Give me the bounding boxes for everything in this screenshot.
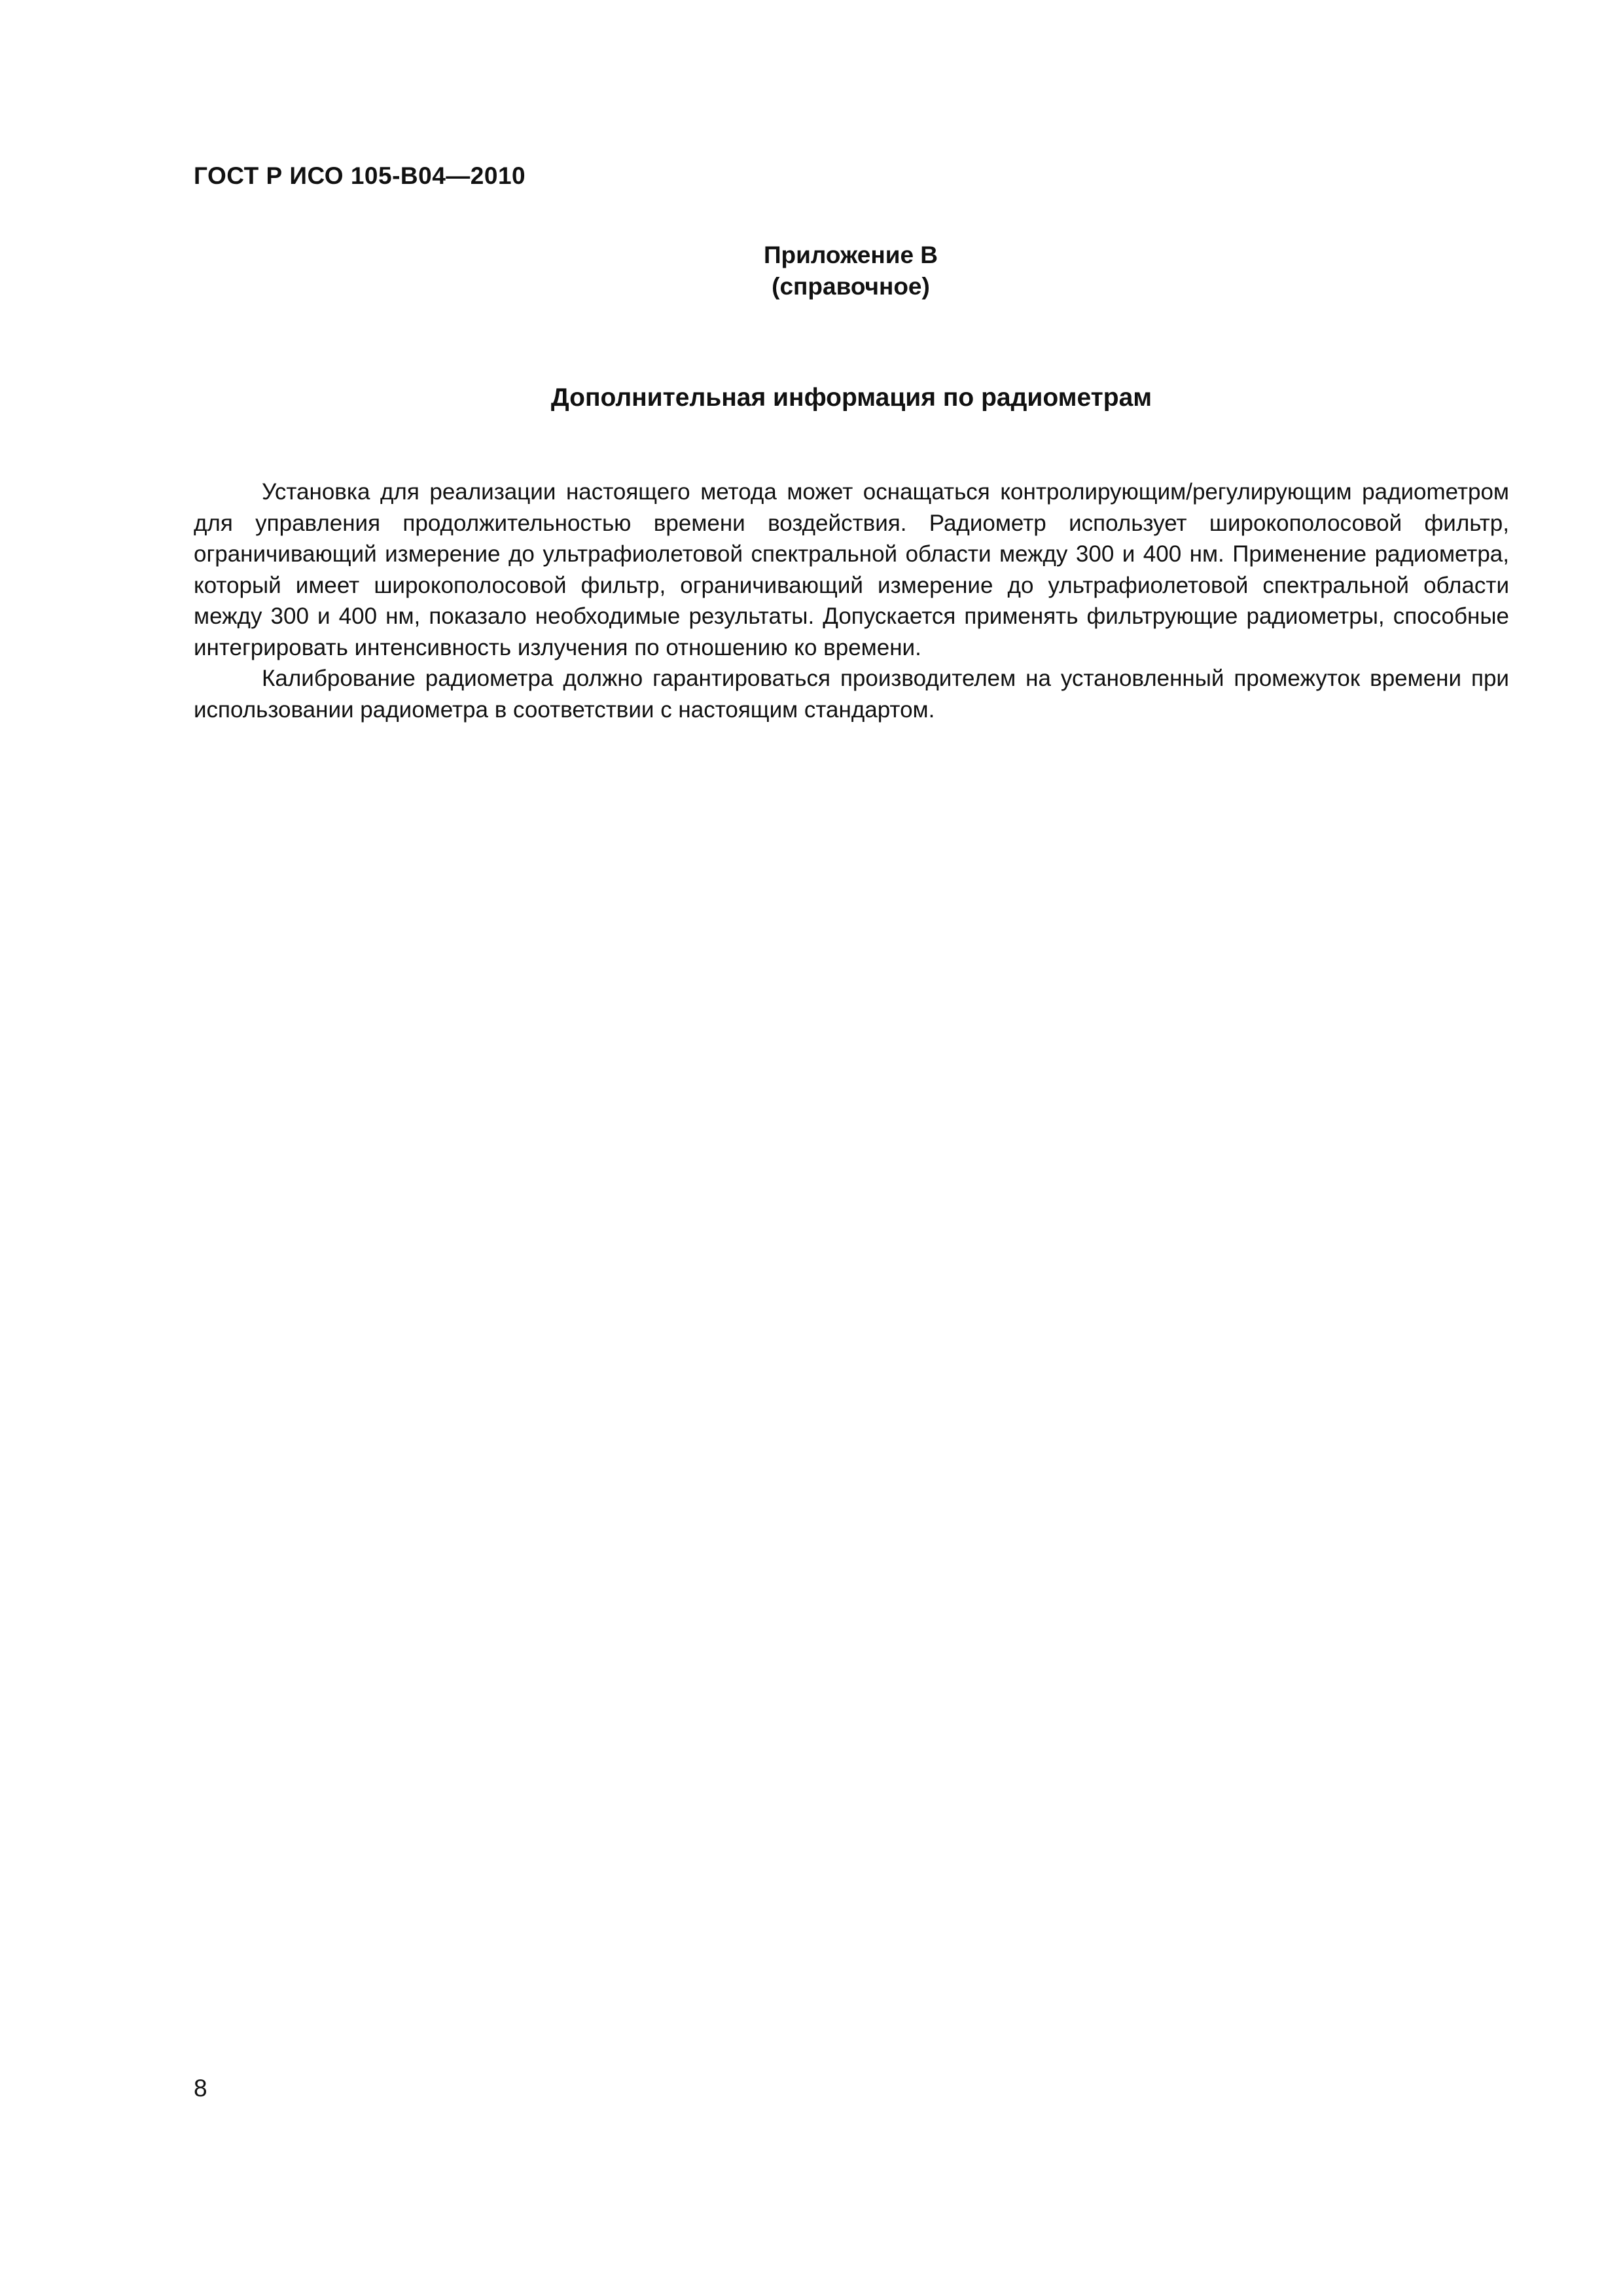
body-text [194,476,1509,725]
page-number: 8 [194,2075,207,2102]
appendix-heading [0,240,1623,302]
paragraph: Калибрование радиометра должно гарантироваться производителем на установленный промежуток времени при использовании радиометра в соответствии с настоящим стандартом. [194,666,1509,723]
appendix-type: (справочное) [772,273,930,300]
appendix-label: Приложение В [763,242,938,268]
section-title: Дополнительная информация по радиометрам [550,384,1152,412]
paragraph: Установка для реализации настоящего метода может оснащаться контролирующим/регулирующим радиоmетром для управления продолжительностью времени воздействия. Радиометр использует широкополосовой фильтр, ограничивающий измерение до ультрафиолетовой спектральной области между 300 и 400 нм. Применение радиометра, который имеет широкополосовой фильтр, ограничивающий измерение до ультрафиолетовой спектральной области между 300 и 400 нм, показало необходимые результаты. Допускается применять фильтрующие радиометры, способные интегрировать интенсивность излучения по отношению ко времени. [194,479,1509,660]
document-header: ГОСТ Р ИСО 105-В04—2010 [194,162,526,189]
